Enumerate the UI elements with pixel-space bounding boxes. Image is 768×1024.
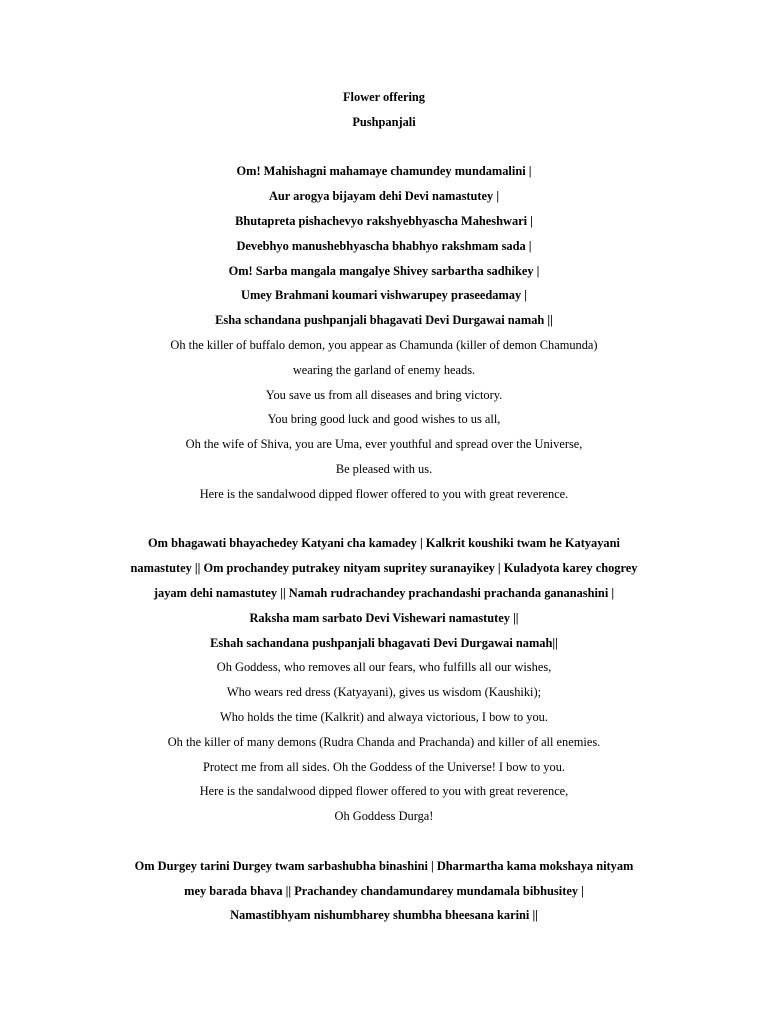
translation-line: Here is the sandalwood dipped flower offered to you with great reverence, — [199, 784, 569, 799]
translation-line: Protect me from all sides. Oh the Goddess of the Universe! I bow to you. — [202, 759, 565, 774]
mantra-line: Devebhyo manushebhyascha bhabhyo rakshmam sada | — [236, 238, 532, 253]
spacer — [0, 135, 768, 160]
translation-line: Oh Goddess Durga! — [334, 809, 434, 824]
verse-section — [0, 854, 768, 928]
mantra-line: Om! Sarba mangala mangalye Shivey sarbartha sadhikey | — [228, 263, 540, 278]
document-title: Flower offering — [342, 90, 425, 104]
translation-line: Oh Goddess, who removes all our fears, who fulfills all our wishes, — [216, 660, 552, 675]
translation-line: Oh the killer of many demons (Rudra Chanda and Prachanda) and killer of all enemies. — [167, 734, 601, 749]
translation-line: You bring good luck and good wishes to us all, — [267, 412, 501, 427]
mantra-line: mey barada bhava || Prachandey chandamundarey mundamala bibhusitey | — [184, 883, 584, 898]
translation-line: Oh the killer of buffalo demon, you appear as Chamunda (killer of demon Chamunda) — [170, 337, 598, 352]
mantra-line: Bhutapreta pishachevyo rakshyebhyascha Maheshwari | — [235, 213, 533, 228]
translation-line: Here is the sandalwood dipped flower offered to you with great reverence. — [199, 486, 569, 501]
verses-container — [0, 159, 768, 928]
mantra-line: Om! Mahishagni mahamaye chamundey mundamalini | — [236, 164, 532, 179]
translation-line: You save us from all diseases and bring victory. — [265, 387, 503, 402]
verse-section — [0, 159, 768, 506]
translation-line: Who wears red dress (Katyayani), gives us wisdom (Kaushiki); — [226, 685, 542, 700]
document-subtitle: Pushpanjali — [352, 114, 416, 129]
translation-line: Who holds the time (Kalkrit) and alwaya victorious, I bow to you. — [220, 709, 548, 724]
translation-line: Be pleased with us. — [335, 461, 433, 476]
mantra-line: Eshah sachandana pushpanjali bhagavati Devi Durgawai namah|| — [210, 635, 558, 650]
translation-line: Oh the wife of Shiva, you are Uma, ever youthful and spread over the Universe, — [185, 437, 583, 452]
mantra-line: jayam dehi namastutey || Namah rudrachandey prachandashi prachanda gananashini | — [153, 585, 615, 600]
translation-line: wearing the garland of enemy heads. — [292, 362, 476, 377]
spacer — [0, 507, 768, 532]
mantra-line: Om bhagawati bhayachedey Katyani cha kamadey | Kalkrit koushiki twam he Katyayani — [148, 536, 620, 551]
verse-section — [0, 531, 768, 829]
mantra-line: Namastibhyam nishumbharey shumbha bheesana karini || — [230, 908, 538, 923]
mantra-line: Om Durgey tarini Durgey twam sarbashubha binashini | Dharmartha kama mokshaya nityam — [134, 858, 634, 873]
spacer — [0, 829, 768, 854]
mantra-line: namastutey || Om prochandey putrakey nityam supritey suranayikey | Kuladyota karey chogrey — [130, 561, 638, 576]
mantra-line: Aur arogya bijayam dehi Devi namastutey | — [268, 189, 500, 204]
mantra-line: Raksha mam sarbato Devi Vishewari namastutey || — [249, 610, 519, 625]
mantra-line: Esha schandana pushpanjali bhagavati Devi Durgawai namah || — [215, 313, 553, 328]
mantra-line: Umey Brahmani koumari vishwarupey praseedamay | — [241, 288, 527, 303]
